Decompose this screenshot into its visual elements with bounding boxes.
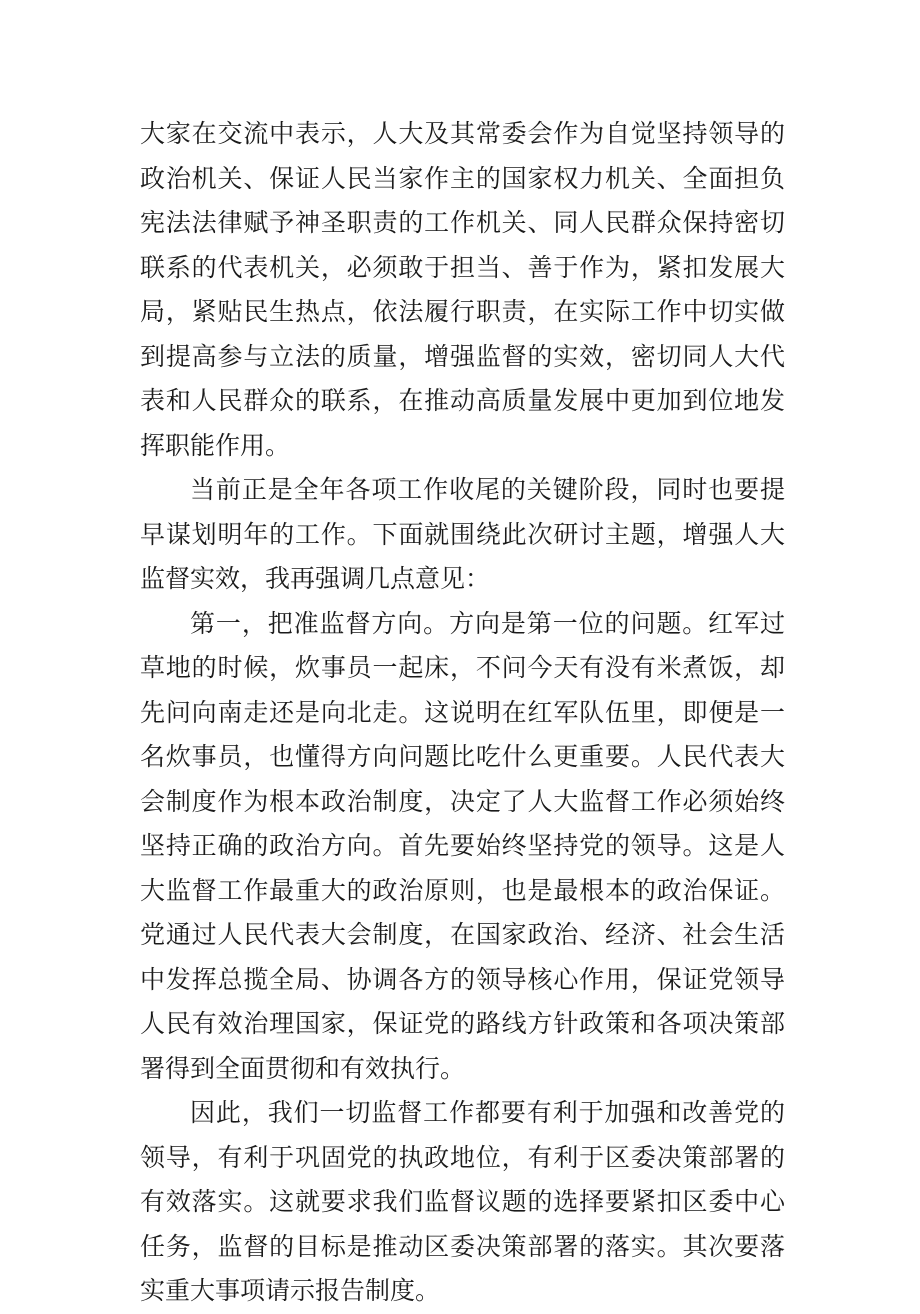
document-body: [140, 112, 785, 1314]
paragraph-3: 第一，把准监督方向。方向是第一位的问题。红军过草地的时候，炊事员一起床，不问今天有没有米煮饭，却先问向南走还是向北走。这说明在红军队伍里，即便是一名炊事员，也懂得方向问题比吃什么更重要。人民代表大会制度作为根本政治制度，决定了人大监督工作必须始终坚持正确的政治方向。首先要始终坚持党的领导。这是人大监督工作最重大的政治原则，也是最根本的政治保证。党通过人民代表大会制度，在国家政治、经济、社会生活中发挥总揽全局、协调各方的领导核心作用，保证党领导人民有效治理国家，保证党的路线方针政策和各项决策部署得到全面贯彻和有效执行。: [140, 608, 785, 1083]
paragraph-4: 因此，我们一切监督工作都要有利于加强和改善党的领导，有利于巩固党的执政地位，有利于区委决策部署的有效落实。这就要求我们监督议题的选择要紧扣区委中心任务，监督的目标是推动区委决策部署的落实。其次要落实重大事项请示报告制度。: [140, 1098, 785, 1305]
paragraph-1: 大家在交流中表示，人大及其常委会作为自觉坚持领导的政治机关、保证人民当家作主的国家权力机关、全面担负宪法法律赋予神圣职责的工作机关、同人民群众保持密切联系的代表机关，必须敢于担当、善于作为，紧扣发展大局，紧贴民生热点，依法履行职责，在实际工作中切实做到提高参与立法的质量，增强监督的实效，密切同人大代表和人民群众的联系，在推动高质量发展中更加到位地发挥职能作用。: [140, 119, 785, 460]
paragraph-2: 当前正是全年各项工作收尾的关键阶段，同时也要提早谋划明年的工作。下面就围绕此次研讨主题，增强人大监督实效，我再强调几点意见：: [140, 475, 785, 593]
